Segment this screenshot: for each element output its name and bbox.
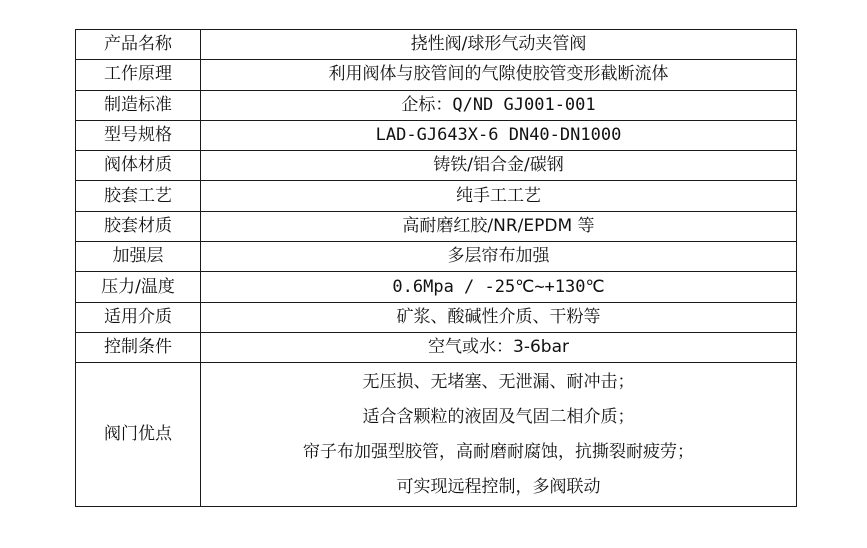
value-manufacturing-standard: 企标：Q/ND GJ001-001 bbox=[201, 90, 797, 120]
label-sleeve-material: 胶套材质 bbox=[76, 211, 201, 241]
value-reinforcement-layer: 多层帘布加强 bbox=[201, 242, 797, 272]
spec-table bbox=[75, 29, 797, 507]
label-model-spec: 型号规格 bbox=[76, 120, 201, 150]
value-control-condition: 空气或水：3-6bar bbox=[201, 332, 797, 362]
label-applicable-media: 适用介质 bbox=[76, 302, 201, 332]
label-manufacturing-standard: 制造标准 bbox=[76, 90, 201, 120]
label-control-condition: 控制条件 bbox=[76, 332, 201, 362]
label-pressure-temperature: 压力/温度 bbox=[76, 272, 201, 302]
advantage-line: 无压损、无堵塞、无泄漏、耐冲击； bbox=[362, 371, 635, 392]
advantage-line: 帘子布加强型胶管，高耐磨耐腐蚀，抗撕裂耐疲劳； bbox=[303, 441, 694, 462]
row-manufacturing-standard bbox=[76, 90, 797, 120]
value-valve-advantages bbox=[201, 363, 797, 507]
value-model-spec: LAD-GJ643X-6 DN40-DN1000 bbox=[201, 120, 797, 150]
row-reinforcement-layer bbox=[76, 242, 797, 272]
value-sleeve-process: 纯手工工艺 bbox=[201, 181, 797, 211]
label-product-name: 产品名称 bbox=[76, 30, 201, 60]
label-reinforcement-layer: 加强层 bbox=[76, 242, 201, 272]
value-working-principle: 利用阀体与胶管间的气隙使胶管变形截断流体 bbox=[201, 60, 797, 90]
row-product-name bbox=[76, 30, 797, 60]
row-valve-advantages bbox=[76, 363, 797, 507]
row-pressure-temperature bbox=[76, 272, 797, 302]
value-applicable-media: 矿浆、酸碱性介质、干粉等 bbox=[201, 302, 797, 332]
advantage-line: 可实现远程控制，多阀联动 bbox=[396, 476, 601, 497]
row-model-spec bbox=[76, 120, 797, 150]
label-body-material: 阀体材质 bbox=[76, 151, 201, 181]
advantage-line: 适合含颗粒的液固及气固二相介质； bbox=[362, 406, 635, 427]
row-sleeve-process bbox=[76, 181, 797, 211]
value-pressure-temperature: 0.6Mpa / -25℃~+130℃ bbox=[201, 272, 797, 302]
label-valve-advantages: 阀门优点 bbox=[76, 363, 201, 507]
value-body-material: 铸铁/铝合金/碳钢 bbox=[201, 151, 797, 181]
row-applicable-media bbox=[76, 302, 797, 332]
row-control-condition bbox=[76, 332, 797, 362]
value-sleeve-material: 高耐磨红胶/NR/EPDM 等 bbox=[201, 211, 797, 241]
row-body-material bbox=[76, 151, 797, 181]
value-product-name: 挠性阀/球形气动夹管阀 bbox=[201, 30, 797, 60]
row-working-principle bbox=[76, 60, 797, 90]
row-sleeve-material bbox=[76, 211, 797, 241]
label-sleeve-process: 胶套工艺 bbox=[76, 181, 201, 211]
label-working-principle: 工作原理 bbox=[76, 60, 201, 90]
